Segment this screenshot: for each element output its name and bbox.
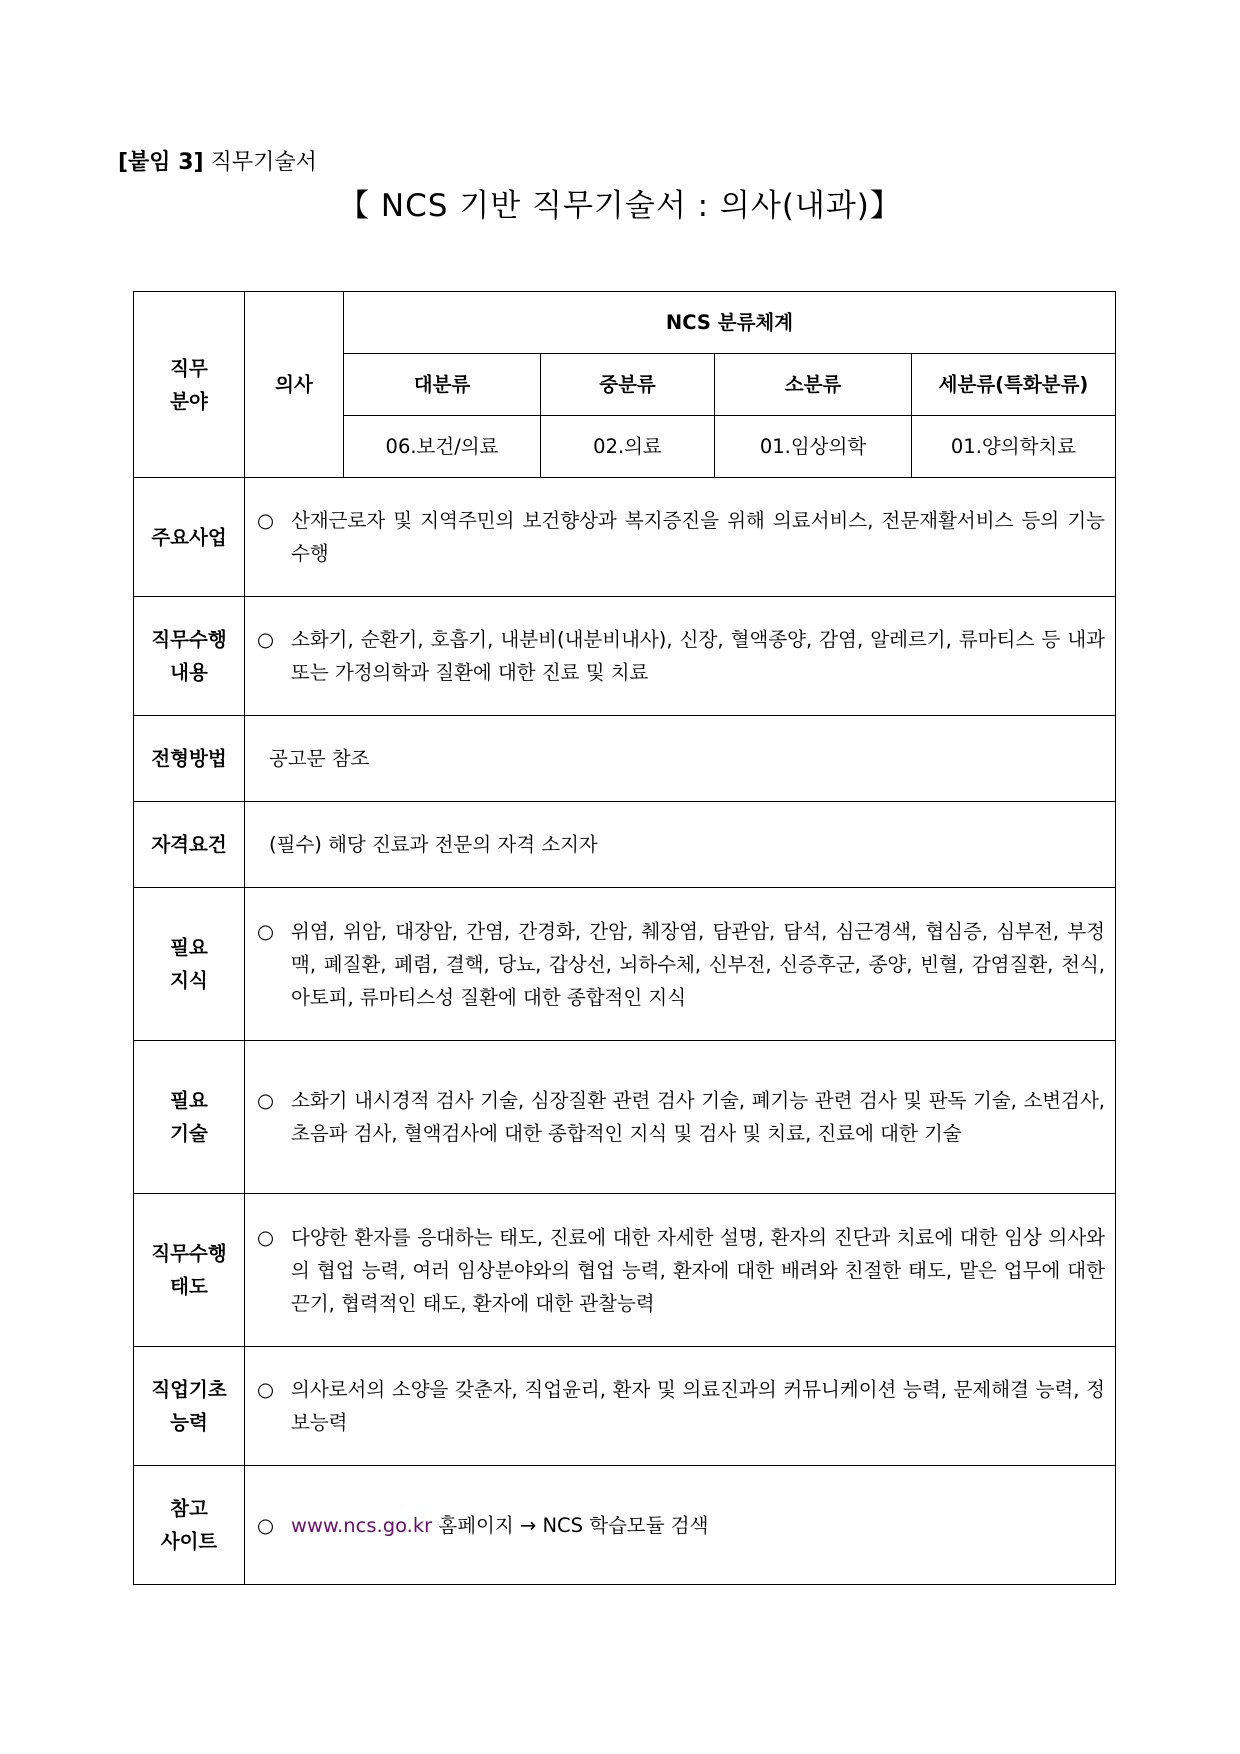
reference-label-line1: 참고: [170, 1497, 208, 1520]
field-label-cell: [134, 292, 245, 478]
main-business-content: [245, 478, 1116, 597]
basic-skills-row: [134, 1347, 1116, 1466]
qualification-text: (필수) 해당 진료과 전문의 자격 소지자: [269, 833, 598, 856]
document-title: 【 NCS 기반 직무기술서 : 의사(내과)】: [338, 188, 902, 224]
value-detail: 01.양의학치료: [912, 416, 1116, 478]
basic-skills-label-line1: 직업기초: [151, 1378, 227, 1401]
attitude-label-line2: 태도: [170, 1275, 208, 1298]
bullet-mark: ○: [257, 1378, 275, 1401]
skills-label-line1: 필요: [170, 1089, 208, 1112]
attitude-label: [134, 1194, 245, 1347]
value-middle: 02.의료: [541, 416, 715, 478]
basic-skills-label: [134, 1347, 245, 1466]
ncs-system-header: NCS 분류체계: [344, 292, 1116, 354]
column-detail: 세분류(특화분류): [912, 354, 1116, 416]
duties-text: 소화기, 순환기, 호흡기, 내분비(내분비내사), 신장, 혈액종양, 감염, 알레르기, 류마티스 등 내과 또는 가정의학과 질환에 대한 진료 및 치료: [291, 628, 1105, 684]
bullet-mark: ○: [257, 1225, 275, 1249]
selection-text: 공고문 참조: [269, 747, 370, 770]
duties-label-line1: 직무수행: [151, 628, 227, 651]
bullet-mark: ○: [257, 628, 275, 651]
reference-text: [291, 1509, 1105, 1542]
attitude-label-line1: 직무수행: [151, 1242, 227, 1265]
knowledge-content: [245, 888, 1116, 1041]
basic-skills-text: 의사로서의 소양을 갖춘자, 직업윤리, 환자 및 의료진과의 커뮤니케이션 능력, 문제해결 능력, 정보능력: [291, 1378, 1105, 1434]
duties-content: [245, 597, 1116, 716]
ncs-site-link[interactable]: www.ncs.go.kr: [291, 1513, 433, 1537]
attachment-label: [붙임 3]: [118, 150, 204, 175]
selection-label: 전형방법: [134, 716, 245, 802]
main-business-text: 산재근로자 및 지역주민의 보건향상과 복지증진을 위해 의료서비스, 전문재활서비스 등의 기능 수행: [291, 509, 1105, 565]
value-minor: 01.임상의학: [715, 416, 912, 478]
skills-text: 소화기 내시경적 검사 기술, 심장질환 관련 검사 기술, 폐기능 관련 검사 및 판독 기술, 소변검사, 초음파 검사, 혈액검사에 대한 종합적인 지식 및 검사 및 치료, 진료에 대한 기술: [291, 1089, 1105, 1145]
attachment-header: [118, 148, 317, 178]
value-major: 06.보건/의료: [344, 416, 541, 478]
reference-content: [245, 1466, 1116, 1585]
bullet-mark: ○: [257, 1089, 275, 1112]
attitude-text: 다양한 환자를 응대하는 태도, 진료에 대한 자세한 설명, 환자의 진단과 치료에 대한 임상 의사와의 협업 능력, 여러 임상분야와의 협업 능력, 환자에 대한 배려와 친절한 태도, 맡은 업무에 대한 끈기, 협력적인 태도, 환자에 대한 관찰능력: [291, 1225, 1105, 1315]
skills-row: [134, 1041, 1116, 1194]
attachment-title: 직무기술서: [210, 150, 317, 175]
duties-label-line2: 내용: [170, 661, 208, 684]
column-minor: 소분류: [715, 354, 912, 416]
column-major: 대분류: [344, 354, 541, 416]
column-middle: 중분류: [541, 354, 715, 416]
field-value-cell: 의사: [245, 292, 344, 478]
skills-label: [134, 1041, 245, 1194]
knowledge-label: [134, 888, 245, 1041]
knowledge-row: [134, 888, 1116, 1041]
selection-content: [245, 716, 1116, 802]
qualification-content: [245, 802, 1116, 888]
attitude-content: [245, 1194, 1116, 1347]
qualification-label: 자격요건: [134, 802, 245, 888]
field-label-line2: 분야: [170, 389, 208, 413]
main-business-row: [134, 478, 1116, 597]
duties-row: [134, 597, 1116, 716]
field-label-line1: 직무: [170, 356, 208, 380]
bullet-mark: ○: [257, 1513, 275, 1537]
bullet-mark: ○: [257, 919, 275, 943]
job-description-table: [133, 291, 1116, 1585]
main-business-label: 주요사업: [134, 478, 245, 597]
selection-row: [134, 716, 1116, 802]
qualification-row: [134, 802, 1116, 888]
duties-label: [134, 597, 245, 716]
basic-skills-label-line2: 능력: [170, 1411, 208, 1434]
attitude-row: [134, 1194, 1116, 1347]
skills-label-line2: 기술: [170, 1122, 208, 1145]
knowledge-text: 위염, 위암, 대장암, 간염, 간경화, 간암, 췌장염, 담관암, 담석, 심근경색, 협심증, 심부전, 부정맥, 폐질환, 폐렴, 결핵, 당뇨, 갑상선, 뇌하수체, 신부전, 신증후군, 종양, 빈혈, 감염질환, 천식, 아토피, 류마티스성 질환에 대한 종합적인 지식: [291, 919, 1105, 1009]
reference-label: [134, 1466, 245, 1585]
bullet-mark: ○: [257, 509, 275, 532]
reference-row: [134, 1466, 1116, 1585]
knowledge-label-line1: 필요: [170, 936, 208, 959]
skills-content: [245, 1041, 1116, 1194]
reference-text-after: 홈페이지 → NCS 학습모듈 검색: [432, 1513, 709, 1537]
reference-label-line2: 사이트: [160, 1530, 218, 1553]
basic-skills-content: [245, 1347, 1116, 1466]
classification-header-row: [134, 292, 1116, 354]
knowledge-label-line2: 지식: [170, 969, 208, 992]
